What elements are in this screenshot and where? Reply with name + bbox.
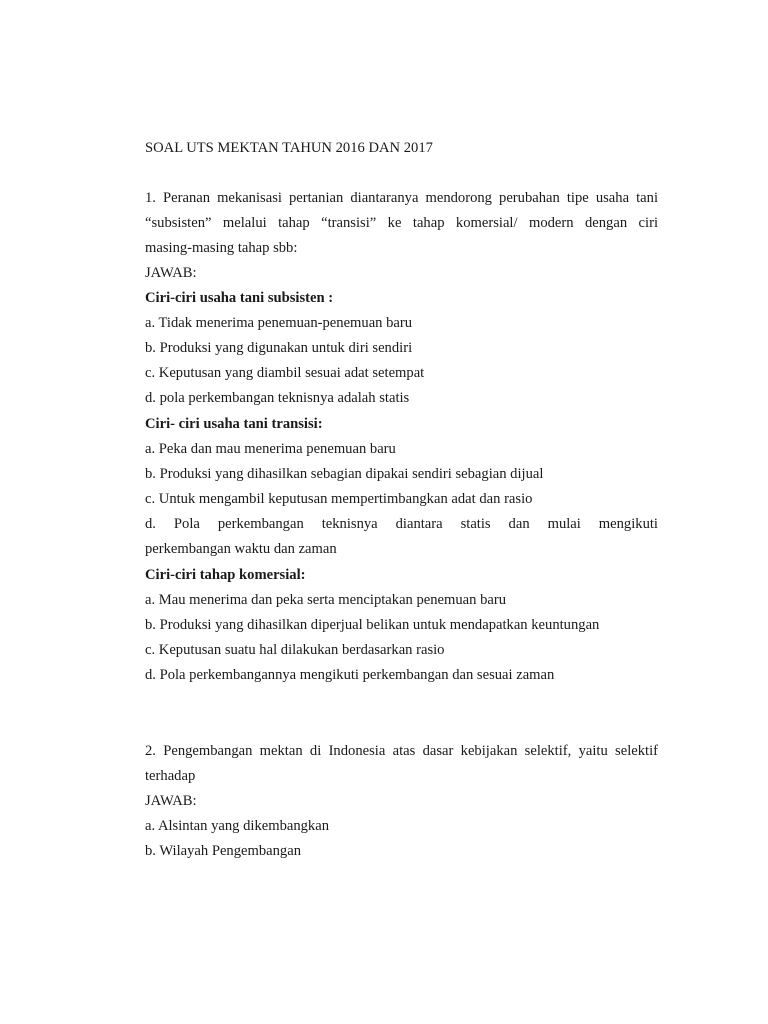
question-1-line-1: 1. Peranan mekanisasi pertanian diantaranya mendorong perubahan tipe usaha tani xyxy=(145,190,658,206)
transisi-item-a: a. Peka dan mau menerima penemuan baru xyxy=(145,441,396,457)
transisi-item-c: c. Untuk mengambil keputusan mempertimbangkan adat dan rasio xyxy=(145,491,533,507)
question-2-item-b: b. Wilayah Pengembangan xyxy=(145,843,301,859)
komersial-item-a: a. Mau menerima dan peka serta menciptakan penemuan baru xyxy=(145,592,507,608)
subsisten-item-d: d. pola perkembangan teknisnya adalah statis xyxy=(145,390,410,406)
komersial-item-b: b. Produksi yang dihasilkan diperjual belikan untuk mendapatkan keuntungan xyxy=(145,617,600,633)
subsisten-heading: Ciri-ciri usaha tani subsisten : xyxy=(145,290,334,306)
transisi-item-d-continued: perkembangan waktu dan zaman xyxy=(145,541,337,557)
subsisten-item-c: c. Keputusan yang diambil sesuai adat setempat xyxy=(145,365,425,381)
question-1-line-3: masing-masing tahap sbb: xyxy=(145,240,298,256)
question-2-answer-label: JAWAB: xyxy=(145,793,197,809)
question-2-line-2: terhadap xyxy=(145,768,196,784)
question-1-answer-label: JAWAB: xyxy=(145,265,197,281)
transisi-heading: Ciri- ciri usaha tani transisi: xyxy=(145,416,323,432)
question-2-line-1: 2. Pengembangan mektan di Indonesia atas dasar kebijakan selektif, yaitu selektif xyxy=(145,743,658,759)
question-1-line-2: “subsisten” melalui tahap “transisi” ke tahap komersial/ modern dengan ciri xyxy=(145,215,658,231)
question-2-item-a: a. Alsintan yang dikembangkan xyxy=(145,818,330,834)
subsisten-item-b: b. Produksi yang digunakan untuk diri sendiri xyxy=(145,340,413,356)
transisi-item-d: d. Pola perkembangan teknisnya diantara statis dan mulai mengikuti xyxy=(145,516,658,532)
komersial-item-c: c. Keputusan suatu hal dilakukan berdasarkan rasio xyxy=(145,642,445,658)
komersial-item-d: d. Pola perkembangannya mengikuti perkembangan dan sesuai zaman xyxy=(145,667,555,683)
document-title: SOAL UTS MEKTAN TAHUN 2016 DAN 2017 xyxy=(145,140,433,156)
transisi-item-b: b. Produksi yang dihasilkan sebagian dipakai sendiri sebagian dijual xyxy=(145,466,544,482)
subsisten-item-a: a. Tidak menerima penemuan-penemuan baru xyxy=(145,315,413,331)
komersial-heading: Ciri-ciri tahap komersial: xyxy=(145,567,306,583)
